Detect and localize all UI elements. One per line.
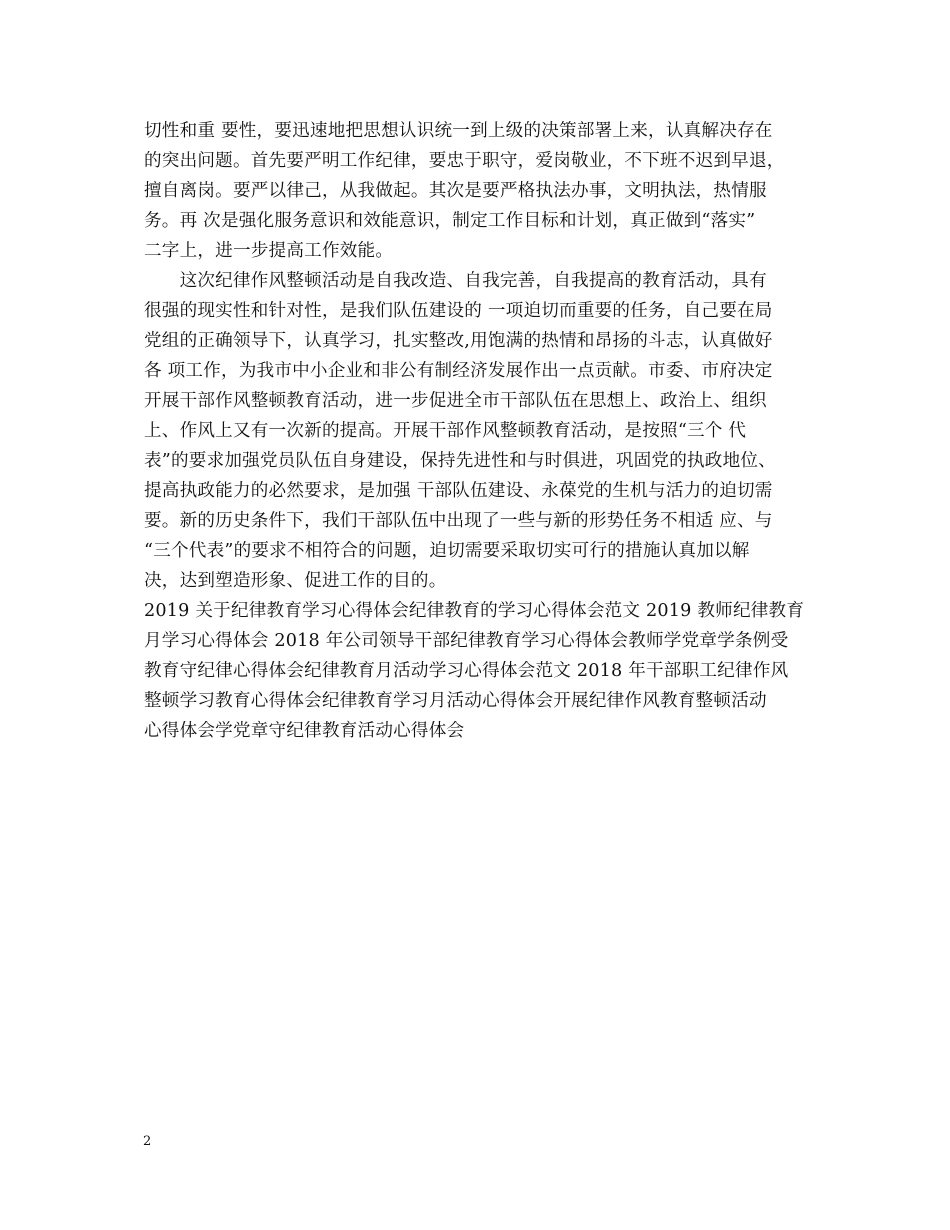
text-line: 很强的现实性和针对性，是我们队伍建设的 一项迫切而重要的任务，自己要在局 xyxy=(144,301,773,321)
text-line: 擅自离岗。要严以律己，从我做起。其次是要严格执法办事，文明执法，热情服 xyxy=(144,181,767,201)
text-line: 开展干部作风整顿教育活动，进一步促进全市干部队伍在思想上、政治上、组织 xyxy=(144,391,767,411)
text-line: 的突出问题。首先要严明工作纪律，要忠于职守，爱岗敬业，不下班不迟到早退， xyxy=(144,151,785,171)
text-line: 务。再 次是强化服务意识和效能意识，制定工作目标和计划，真正做到“落实” xyxy=(144,211,756,231)
document-body xyxy=(144,116,824,746)
text-line: 各 项工作，为我市中小企业和非公有制经济发展作出一点贡献。市委、市府决定 xyxy=(144,361,773,381)
related-articles-text xyxy=(144,596,824,746)
text-line: 心得体会学党章守纪律教育活动心得体会 xyxy=(144,721,465,741)
text-line: 切性和重 要性，要迅速地把思想认识统一到上级的决策部署上来，认真解决存在 xyxy=(144,121,773,141)
text-line: 月学习心得体会 2018 年公司领导干部纪律教育学习心得体会教师学党章学条例受 xyxy=(144,631,789,651)
page-number: 2 xyxy=(143,1134,152,1149)
text-line: 提高执政能力的必然要求，是加强 干部队伍建设、永葆党的生机与活力的迫切需 xyxy=(144,481,773,501)
text-line: 2019 关于纪律教育学习心得体会纪律教育的学习心得体会范文 2019 教师纪律教育 xyxy=(144,601,805,621)
text-line: 二字上，进一步提高工作效能。 xyxy=(144,241,394,261)
paragraph-2 xyxy=(144,266,824,596)
text-line: 党组的正确领导下，认真学习，扎实整改,用饱满的热情和昂扬的斗志，认真做好 xyxy=(144,331,773,351)
text-line: 表”的要求加强党员队伍自身建设，保持先进性和与时俱进，巩固党的执政地位、 xyxy=(144,451,776,471)
text-line: 这次纪律作风整顿活动是自我改造、自我完善，自我提高的教育活动，具有 xyxy=(144,271,767,291)
text-line: 整顿学习教育心得体会纪律教育学习月活动心得体会开展纪律作风教育整顿活动 xyxy=(144,691,767,711)
text-line: 决，达到塑造形象、促进工作的目的。 xyxy=(144,571,447,591)
text-line: 要。新的历史条件下，我们干部队伍中出现了一些与新的形势任务不相适 应、与 xyxy=(144,511,773,531)
paragraph-1 xyxy=(144,116,824,266)
text-line: 上、作风上又有一次新的提高。开展干部作风整顿教育活动，是按照“三个 代 xyxy=(144,421,747,441)
text-line: 教育守纪律心得体会纪律教育月活动学习心得体会范文 2018 年干部职工纪律作风 xyxy=(144,661,789,681)
text-line: “三个代表”的要求不相符合的问题，迫切需要采取切实可行的措施认真加以解 xyxy=(144,541,750,561)
